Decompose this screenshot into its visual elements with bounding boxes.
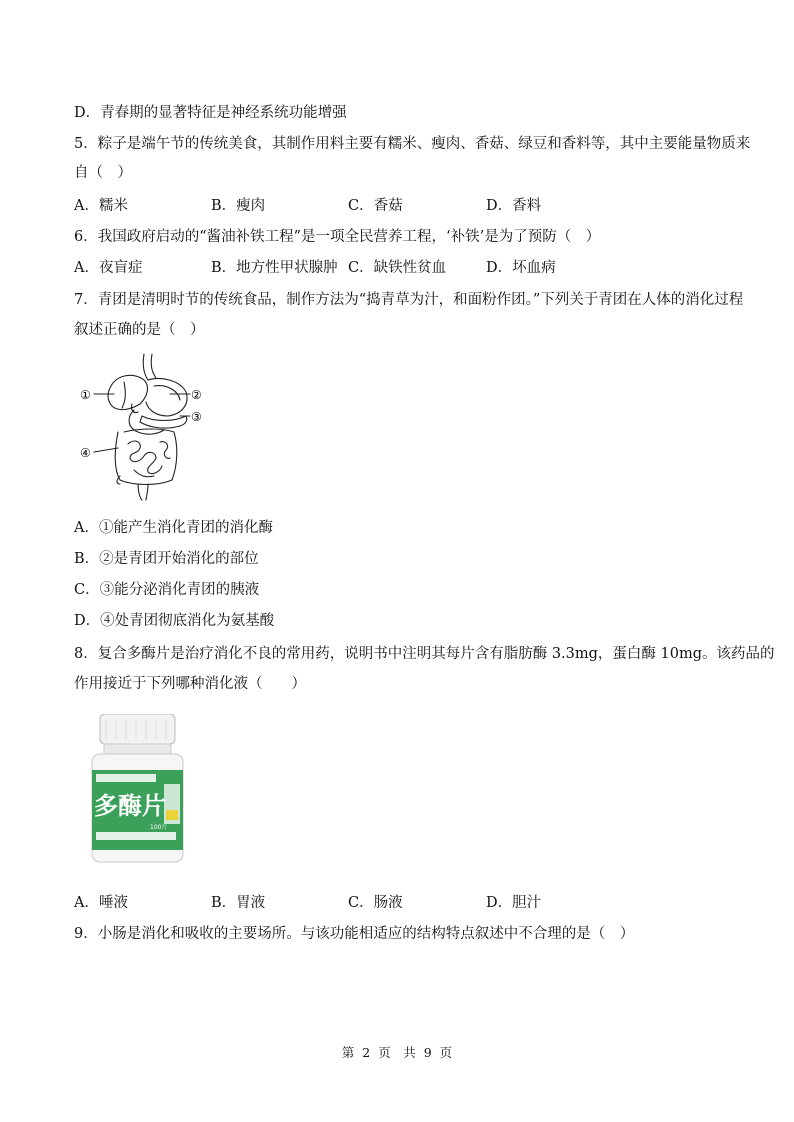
q5-options — [74, 196, 714, 216]
q5-option-d: D．香料 — [486, 198, 542, 214]
q8-option-b: B．胃液 — [211, 895, 266, 911]
q5-stem-line1: 5．粽子是端午节的传统美食，其制作用料主要有糯米、瘦肉、香菇、绿豆和香料等，其中主要能量物质来 — [74, 136, 751, 152]
q8-option-d: D．胆汁 — [486, 895, 542, 911]
q8-stem-line1: 8．复合多酶片是治疗消化不良的常用药，说明书中注明其每片含有脂肪酶 3.3mg，蛋白酶 10mg。该药品的 — [74, 646, 775, 662]
figure-label-2: ② — [191, 388, 202, 402]
figure-label-3: ③ — [191, 410, 202, 424]
q9-stem: 9．小肠是消化和吸收的主要场所。与该功能相适应的结构特点叙述中不合理的是（ ） — [74, 926, 635, 942]
q5-option-b: B．瘦肉 — [211, 198, 266, 214]
q4-option-d: D．青春期的显著特征是神经系统功能增强 — [74, 105, 347, 121]
multi-enzyme-tablet-bottle — [90, 714, 185, 864]
q7-stem-line1: 7．青团是清明时节的传统食品，制作方法为“捣青草为汁，和面粉作团。”下列关于青团在人体的消化过程 — [74, 292, 744, 308]
digestive-system-figure — [74, 352, 214, 502]
q6-stem: 6．我国政府启动的“酱油补铁工程”是一项全民营养工程，‘补铁’是为了预防（ ） — [74, 229, 601, 245]
footer-total-pages: 9 — [423, 1045, 432, 1060]
footer-page-number: 2 — [362, 1045, 371, 1060]
q6-options — [74, 258, 714, 278]
q8-stem-line2: 作用接近于下列哪种消化液（ ） — [74, 676, 306, 692]
q6-option-b: B．地方性甲状腺肿 — [211, 260, 338, 276]
q5-stem-line2: 自（ ） — [74, 165, 132, 181]
bottle-count: 100片 — [150, 824, 168, 831]
figure-label-4: ④ — [80, 446, 91, 460]
q8-option-a: A．唾液 — [74, 895, 128, 911]
q7-option-a: A．①能产生消化青团的消化酶 — [74, 520, 273, 536]
q7-option-b: B．②是青团开始消化的部位 — [74, 551, 259, 567]
q6-option-a: A．夜盲症 — [74, 260, 143, 276]
q5-option-c: C．香菇 — [348, 198, 403, 214]
footer-suffix: 页 — [439, 1045, 453, 1060]
q6-option-c: C．缺铁性贫血 — [348, 260, 447, 276]
q7-option-d: D．④处青团彻底消化为氨基酸 — [74, 613, 275, 629]
q5-option-a: A．糯米 — [74, 198, 128, 214]
q7-option-c: C．③能分泌消化青团的胰液 — [74, 582, 260, 598]
q6-option-d: D．坏血病 — [486, 260, 556, 276]
q7-stem-line2: 叙述正确的是（ ） — [74, 322, 205, 338]
bottle-brand: 多酶片 — [94, 792, 166, 820]
footer-mid: 页 共 — [378, 1045, 416, 1060]
figure-label-1: ① — [80, 388, 91, 402]
footer-prefix: 第 — [341, 1045, 355, 1060]
q8-option-c: C．肠液 — [348, 895, 403, 911]
page-footer — [0, 1043, 794, 1061]
q8-options — [74, 893, 714, 913]
